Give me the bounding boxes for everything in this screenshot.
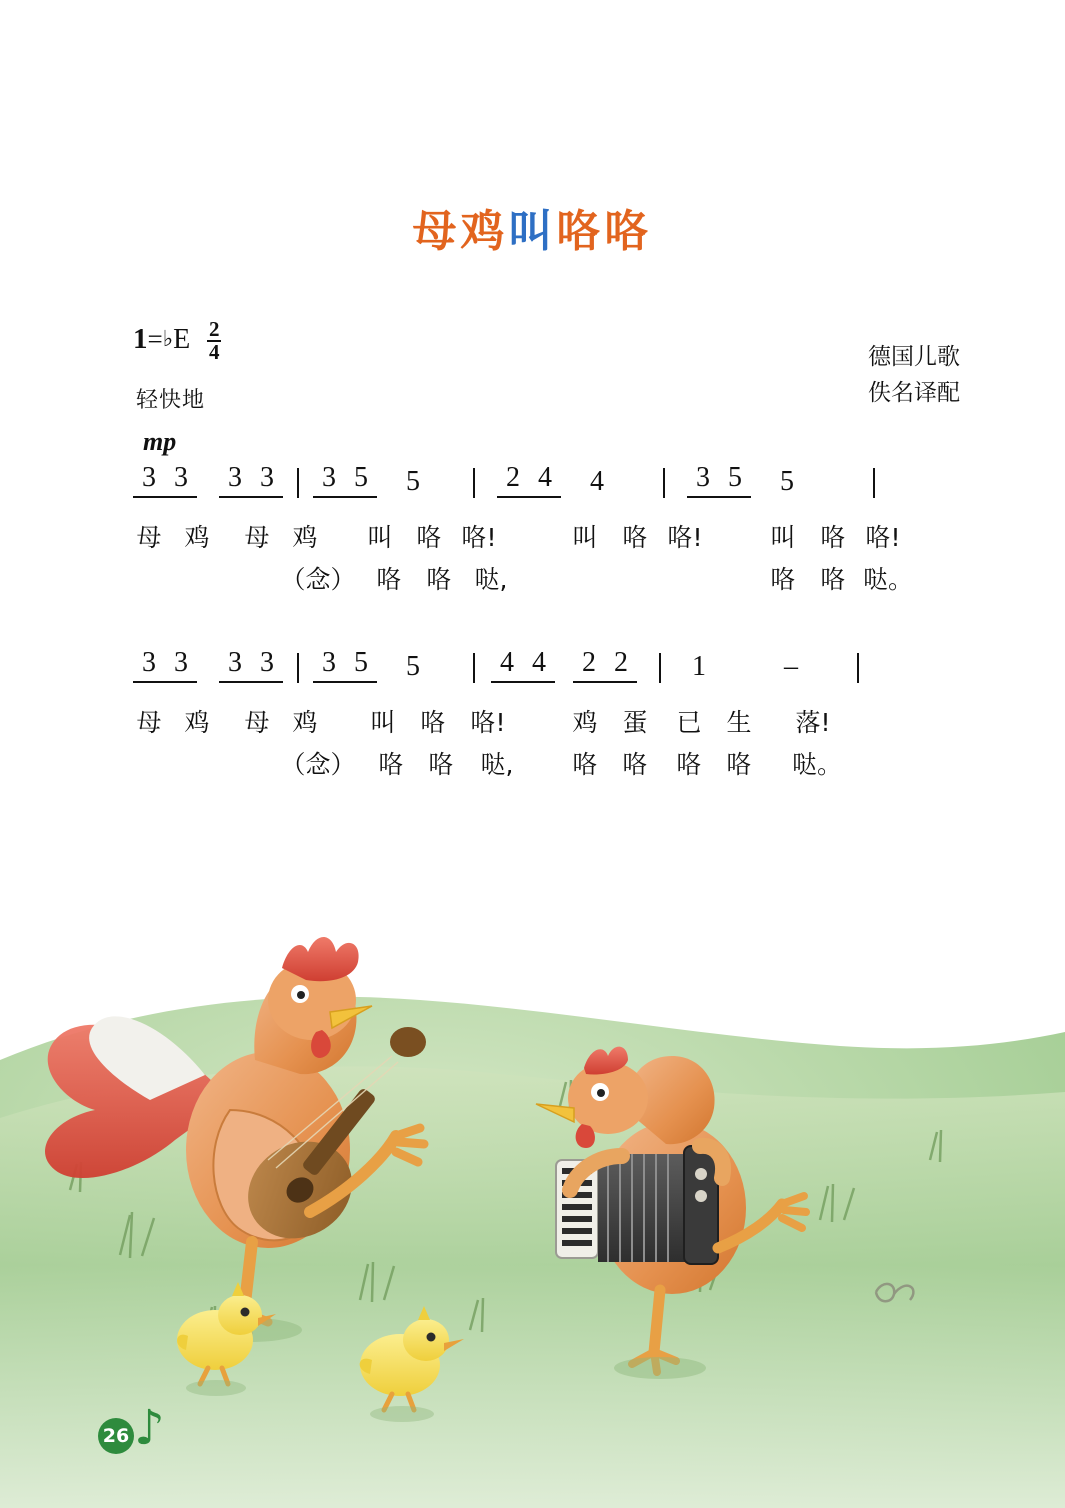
lyrics-row-1	[133, 518, 963, 602]
lyric-syllable: 鸡	[292, 708, 318, 737]
lyric-syllable: 鸡	[184, 523, 210, 552]
measure-3	[497, 464, 613, 500]
page-number	[98, 1400, 176, 1456]
lyric-syllable: 哒。	[791, 750, 843, 779]
lyric-syllable: 蛋	[622, 708, 648, 737]
note: 3	[260, 462, 274, 493]
barline	[473, 653, 475, 683]
page-number-badge: 26	[98, 1418, 134, 1454]
time-signature-denominator: 4	[208, 340, 220, 364]
note: 2	[614, 647, 628, 678]
lyric-syllable: 咯	[622, 750, 648, 779]
measure-1	[133, 464, 283, 500]
lyric-syllable: 咯	[376, 565, 402, 594]
beam-group	[313, 464, 377, 498]
lyrics-row-2	[133, 703, 963, 787]
beam-group	[219, 649, 283, 683]
lyric-syllable: 咯	[622, 523, 648, 552]
lyric-syllable: 咯	[426, 565, 452, 594]
lyric-syllable: 咯!	[461, 523, 497, 552]
lyric-syllable: 母	[136, 708, 162, 737]
lyric-syllable: 咯	[420, 708, 446, 737]
beam-group	[133, 649, 197, 683]
note: 5	[780, 466, 794, 497]
beam-group	[497, 464, 561, 498]
barline	[873, 468, 875, 498]
lyric-syllable: 哒,	[474, 565, 508, 594]
lyric-syllable: 落!	[795, 708, 831, 737]
beam-group	[687, 464, 751, 498]
barline	[857, 653, 859, 683]
credit-line-1: 德国儿歌	[868, 344, 960, 370]
lyric-line-2	[133, 560, 963, 602]
barline	[473, 468, 475, 498]
barline	[297, 468, 299, 498]
note: 3	[322, 462, 336, 493]
lyric-syllable: 哒。	[862, 565, 914, 594]
notation-row-1	[133, 460, 963, 500]
lyric-line-3	[133, 703, 963, 745]
note: 3	[174, 647, 188, 678]
lyric-syllable: （念）	[280, 750, 356, 779]
dynamic-marking: mp	[143, 427, 177, 456]
lyric-syllable: 母	[244, 523, 270, 552]
note: 3	[322, 647, 336, 678]
credits-block	[868, 340, 960, 411]
key-signature-block	[133, 317, 221, 364]
key-letter: E	[173, 324, 191, 356]
measure-6	[313, 649, 429, 685]
note: 5	[406, 466, 420, 497]
flat-icon: ♭	[162, 326, 174, 352]
note: 4	[590, 466, 604, 497]
eighth-note-icon: ♪	[134, 1400, 165, 1456]
notation-row-2	[133, 645, 963, 685]
lyric-syllable: 母	[244, 708, 270, 737]
measure-7	[491, 649, 637, 685]
note: 2	[506, 462, 520, 493]
note: 5	[728, 462, 742, 493]
lyric-syllable: 母	[136, 523, 162, 552]
note: 2	[582, 647, 596, 678]
lyric-syllable: 咯	[676, 750, 702, 779]
title-part-3: 咯咯	[556, 206, 653, 257]
lyric-syllable: 已	[676, 708, 702, 737]
measure-8	[683, 653, 807, 685]
lyric-syllable: 生	[726, 708, 752, 737]
lyric-syllable: 鸡	[184, 708, 210, 737]
lyric-line-1	[133, 518, 963, 560]
title-part-2: 叫	[508, 206, 557, 257]
measure-2	[313, 464, 429, 500]
note: 3	[174, 462, 188, 493]
note: 4	[538, 462, 552, 493]
time-signature-numerator: 2	[208, 317, 220, 341]
lyric-syllable: 咯	[820, 565, 846, 594]
note: 5	[406, 651, 420, 682]
lyric-syllable: 叫	[367, 523, 393, 552]
note: 5	[354, 647, 368, 678]
credit-line-2: 佚名译配	[868, 379, 960, 406]
lyric-syllable: 咯	[726, 750, 752, 779]
tempo-marking: 轻快地	[136, 388, 206, 413]
lyric-syllable: 咯	[770, 565, 796, 594]
beam-group	[491, 649, 555, 683]
measure-5	[133, 649, 283, 685]
note: 1	[692, 651, 706, 682]
lyric-syllable: 叫	[370, 708, 396, 737]
music-system-1	[133, 460, 963, 594]
lyric-syllable: 咯!	[470, 708, 506, 737]
measure-4	[687, 464, 803, 500]
note: 3	[228, 462, 242, 493]
music-system-2	[133, 645, 963, 779]
note: 3	[696, 462, 710, 493]
key-do-number: 1	[133, 323, 148, 356]
lyric-syllable: 咯	[416, 523, 442, 552]
lyric-line-4	[133, 745, 963, 787]
note-dash: –	[784, 651, 798, 682]
lyric-syllable: 哒,	[480, 750, 514, 779]
lyric-syllable: （念）	[280, 565, 356, 594]
beam-group	[133, 464, 197, 498]
page-title	[0, 195, 1065, 259]
lyric-syllable: 咯!	[865, 523, 901, 552]
lyric-syllable: 鸡	[292, 523, 318, 552]
hen-leg-left	[654, 1290, 660, 1352]
note: 5	[354, 462, 368, 493]
note: 3	[142, 462, 156, 493]
beam-group	[313, 649, 377, 683]
lyric-syllable: 咯	[572, 750, 598, 779]
barline	[659, 653, 661, 683]
beam-group	[573, 649, 637, 683]
barline	[663, 468, 665, 498]
lyric-syllable: 咯	[428, 750, 454, 779]
title-part-1: 母鸡	[412, 206, 509, 257]
lyric-syllable: 叫	[572, 523, 598, 552]
beam-group	[219, 464, 283, 498]
rooster-pupil	[297, 991, 305, 999]
lyric-syllable: 咯	[378, 750, 404, 779]
hen-shadow	[614, 1357, 706, 1379]
lyric-syllable: 咯	[820, 523, 846, 552]
lyric-syllable: 叫	[770, 523, 796, 552]
note: 3	[260, 647, 274, 678]
key-equals-sign: =	[147, 324, 163, 355]
note: 4	[500, 647, 514, 678]
note: 3	[142, 647, 156, 678]
time-signature	[207, 319, 222, 363]
lyric-syllable: 咯!	[667, 523, 703, 552]
note: 4	[532, 647, 546, 678]
note: 3	[228, 647, 242, 678]
hen-pupil	[597, 1089, 605, 1097]
barline	[297, 653, 299, 683]
lyric-syllable: 鸡	[572, 708, 598, 737]
